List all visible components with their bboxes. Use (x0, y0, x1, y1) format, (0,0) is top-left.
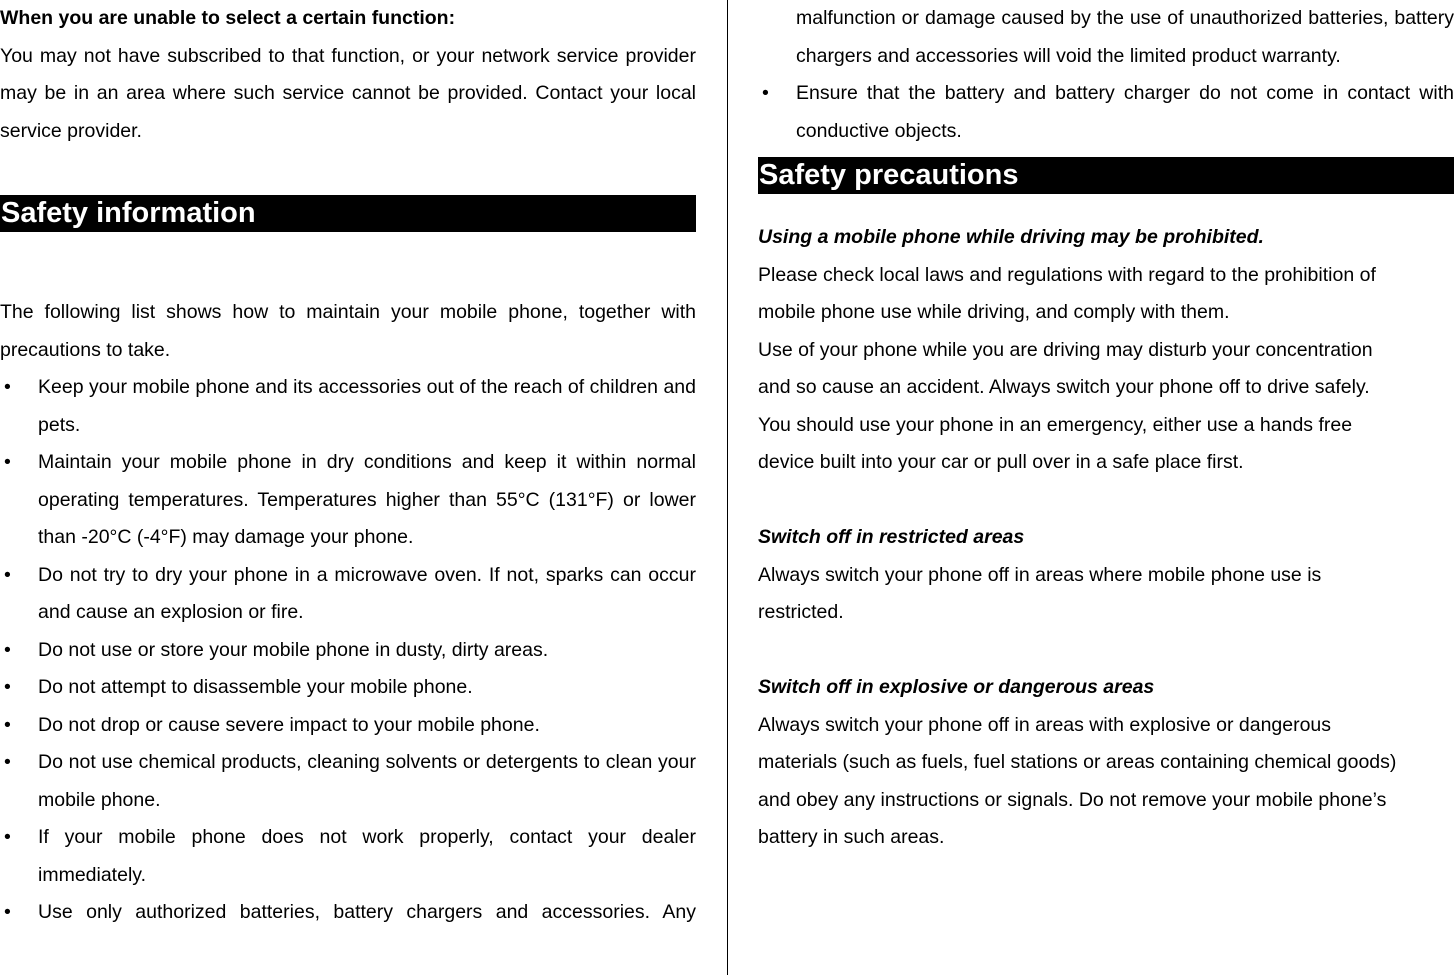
bullet-dot: • (4, 451, 11, 473)
text-line: Please check local laws and regulations with regard to the prohibition of (758, 263, 1376, 286)
restricted-heading: Switch off in restricted areas (758, 526, 1025, 548)
bullet-dot: • (762, 82, 769, 104)
text-line: materials (such as fuels, fuel stations or areas containing chemical goods) (758, 751, 1397, 773)
list-item: • Do not use or store your mobile phone in dusty, dirty areas. (0, 632, 696, 670)
text-line: Always switch your phone off in areas with explosive or dangerous (758, 713, 1332, 736)
intro-heading: When you are unable to select a certain function: (0, 7, 456, 29)
explosive-heading: Switch off in explosive or dangerous areas (758, 676, 1155, 698)
list-item: • Use only authorized batteries, battery chargers and accessories. Any (0, 894, 696, 932)
bullet-dot: • (4, 376, 11, 398)
text-line: and obey any instructions or signals. Do not remove your mobile phone’s (758, 788, 1387, 811)
text-line: Use of your phone while you are driving may disturb your concentration (758, 338, 1373, 361)
list-item: • Ensure that the battery and battery charger do not come in contact with conductive objects. (758, 75, 1454, 150)
text-line: mobile phone use while driving, and comply with them. (758, 301, 1230, 323)
bullet-dot: • (4, 901, 11, 923)
bullet-dot: • (4, 826, 11, 848)
text-line: and so cause an accident. Always switch your phone off to drive safely. (758, 376, 1370, 398)
text-line: battery in such areas. (758, 826, 945, 848)
section-title-safety-information: Safety information (0, 195, 696, 232)
text-line: restricted. (758, 601, 844, 623)
list-intro: The following list shows how to maintain your mobile phone, together with precautions to take. (0, 301, 696, 361)
bullet-dot: • (4, 676, 11, 698)
list-item: • Maintain your mobile phone in dry conditions and keep it within normal operating temperatures. Temperatures higher than 55°C (131°F) or lower than -20°C (-4°F) may damage your phone. (0, 444, 696, 557)
safety-bullet-list (0, 369, 696, 932)
driving-heading: Using a mobile phone while driving may be prohibited. (758, 226, 1264, 248)
continued-bullet-text: malfunction or damage caused by the use of unauthorized batteries, battery chargers and accessories will void the limited product warranty. (796, 7, 1454, 67)
left-column (0, 0, 696, 932)
section-title-safety-precautions: Safety precautions (758, 157, 1454, 194)
text-line: Always switch your phone off in areas where mobile phone use is (758, 563, 1322, 586)
list-item: • Do not try to dry your phone in a microwave oven. If not, sparks can occur and cause an explosion or fire. (0, 557, 696, 632)
column-divider (727, 0, 728, 975)
list-item: • Do not drop or cause severe impact to your mobile phone. (0, 707, 696, 745)
text-line: You should use your phone in an emergency, either use a hands free (758, 413, 1353, 436)
list-item: • Do not attempt to disassemble your mobile phone. (0, 669, 696, 707)
list-item: • Do not use chemical products, cleaning solvents or detergents to clean your mobile phone. (0, 744, 696, 819)
bullet-dot: • (4, 563, 11, 586)
intro-text: You may not have subscribed to that function, or your network service provider may be in an area where such service cannot be provided. Contact your local service provider. (0, 44, 696, 142)
list-item: • Keep your mobile phone and its accessories out of the reach of children and pets. (0, 369, 696, 444)
text-line: device built into your car or pull over in a safe place first. (758, 451, 1244, 473)
bullet-dot: • (4, 751, 11, 773)
bullet-dot: • (4, 713, 11, 736)
list-item: • If your mobile phone does not work properly, contact your dealer immediately. (0, 819, 696, 894)
bullet-dot: • (4, 638, 11, 661)
right-column (758, 0, 1454, 857)
